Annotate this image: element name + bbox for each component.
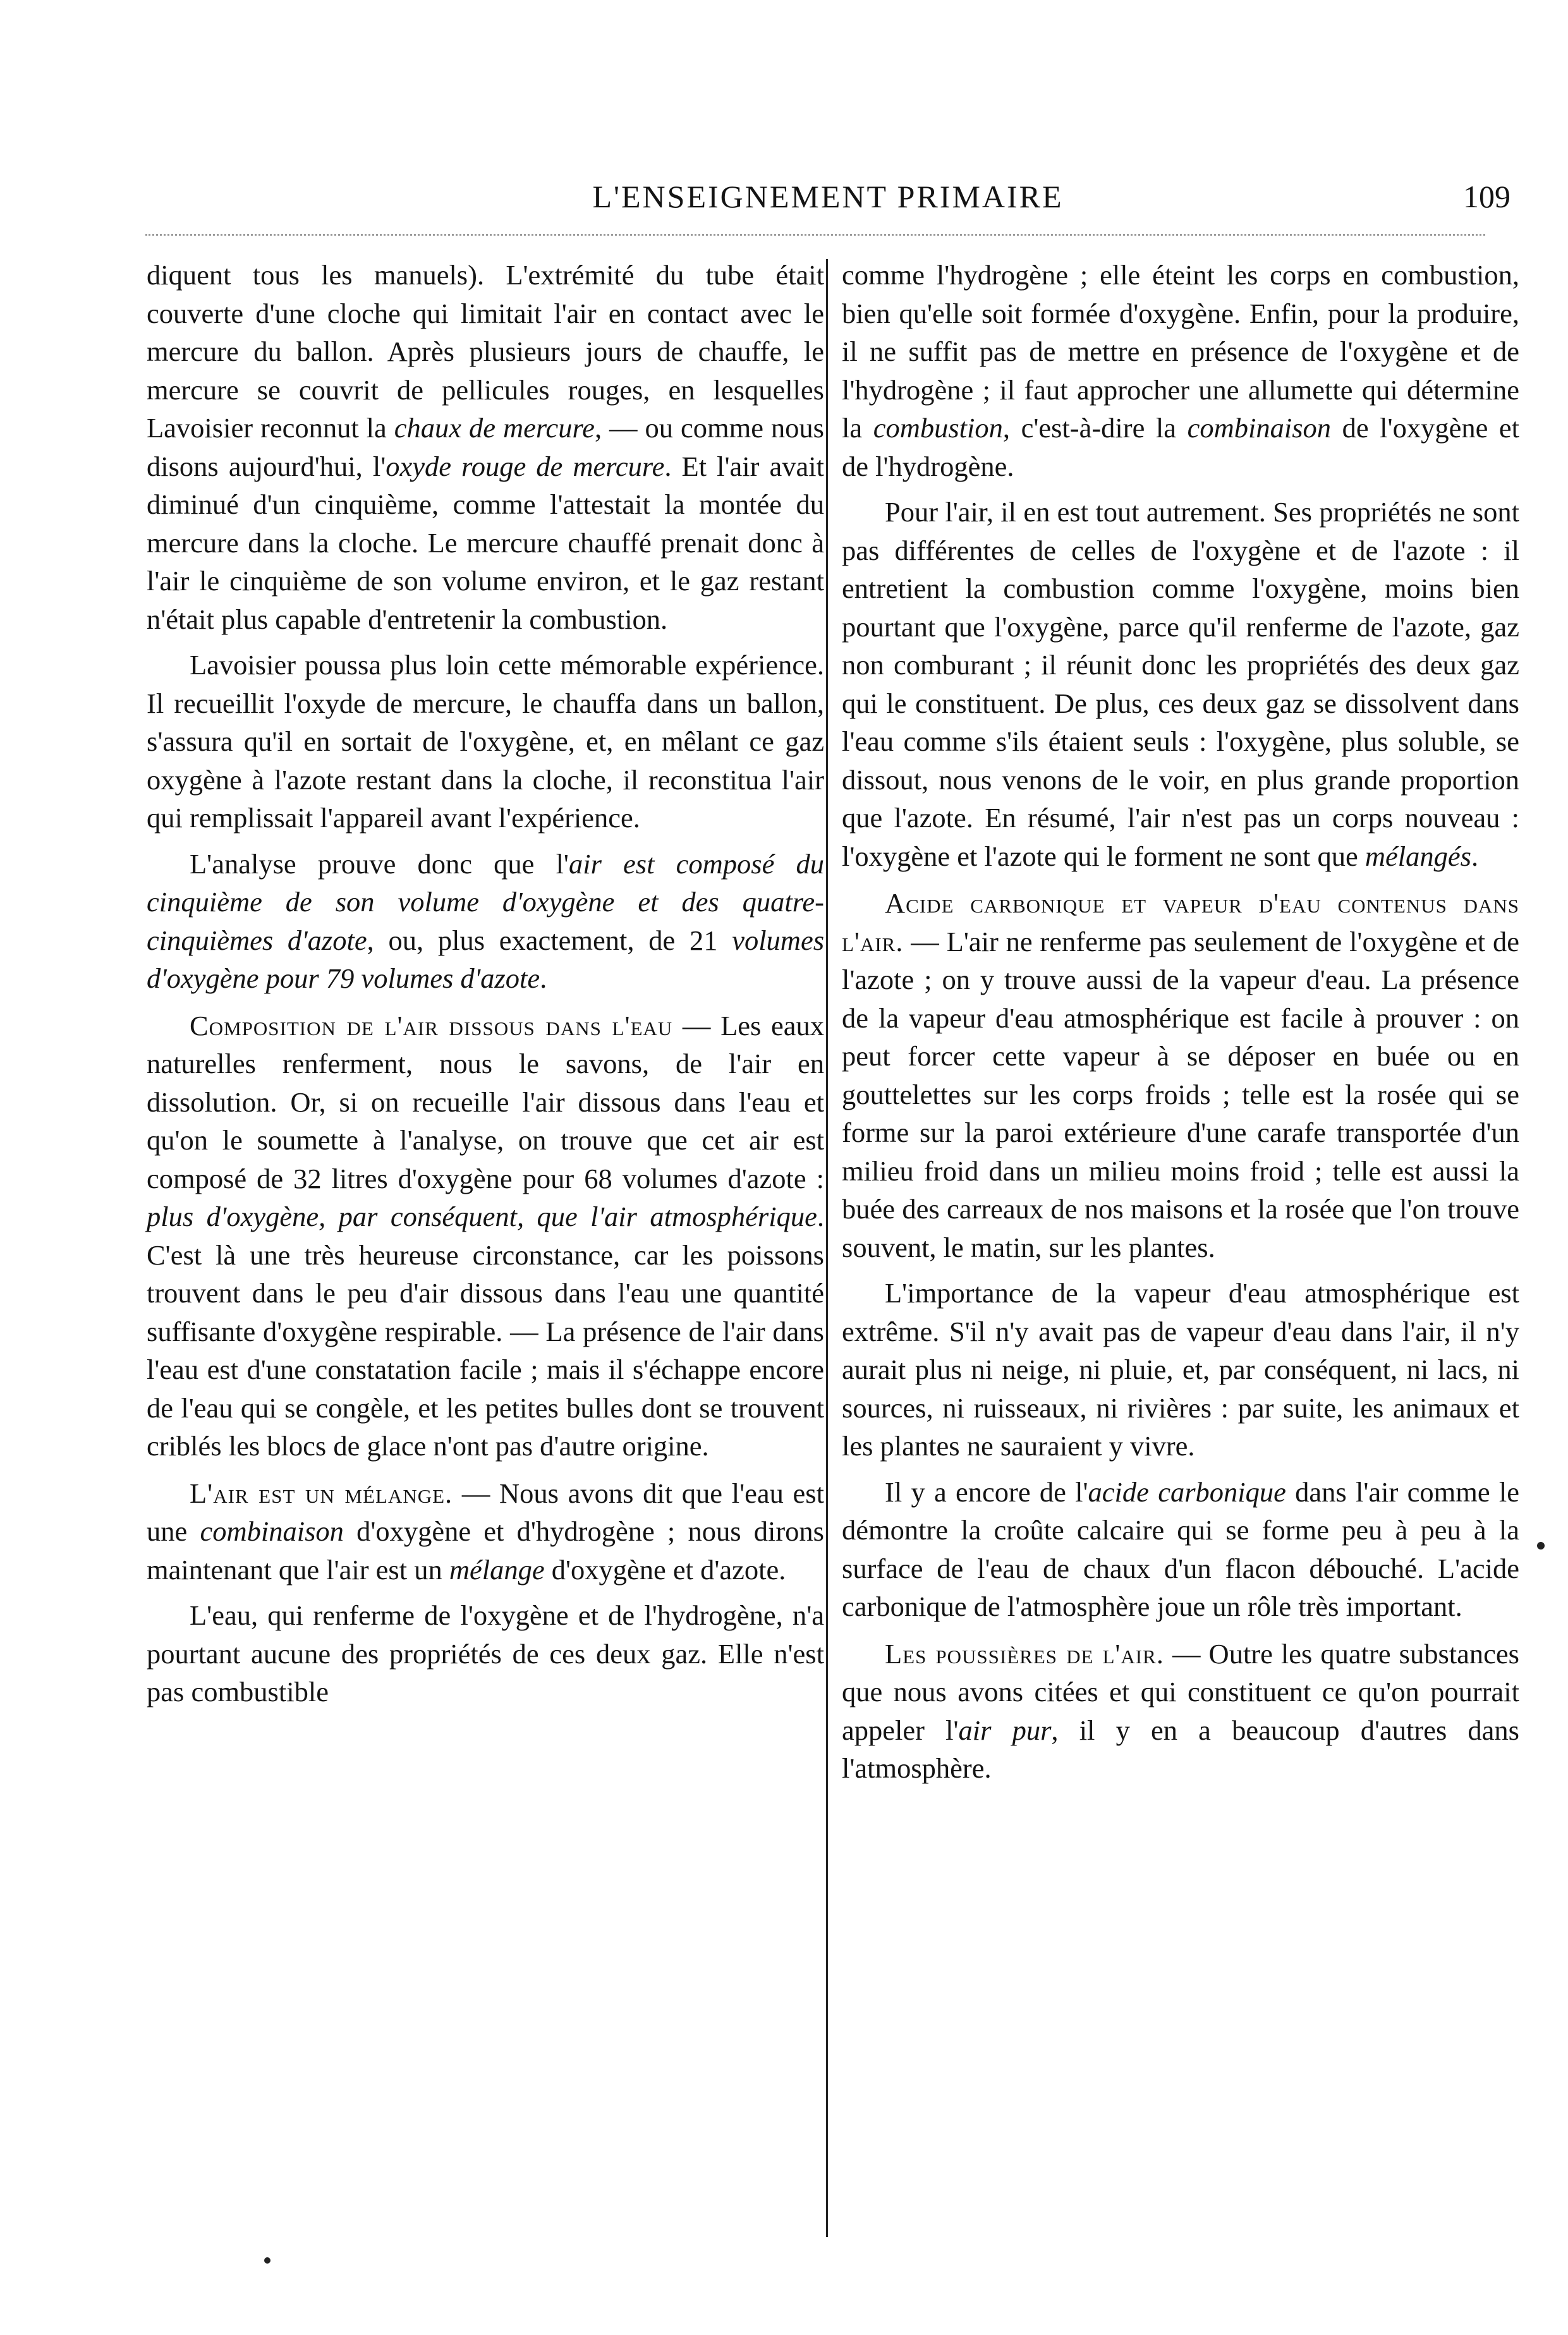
left-column [147, 256, 824, 1719]
paragraph: Pour l'air, il en est tout autrement. Ses propriétés ne sont pas différentes de celles de l'oxygène et de l'azote : il entretient la combustion comme l'oxygène, moins bien pourtant que l'oxygène, parce qu'il renferme de l'azote, gaz non comburant ; il réunit donc les propriétés des deux gaz qui le constituent. De plus, ces deux gaz se dissolvent dans l'eau comme s'ils étaient seuls : l'oxygène, plus soluble, se dissout, nous venons de le voir, en plus grande proportion que l'azote. En résumé, l'air n'est pas un corps nouveau : l'oxygène et l'azote qui le forment ne sont que mélangés. [842, 496, 1519, 872]
paragraph: Lavoisier poussa plus loin cette mémorable expérience. Il recueillit l'oxyde de mercure, le chauffa dans un ballon, s'assura qu'il en sortait de l'oxygène, et, en mêlant ce gaz oxygène à l'azote restant dans la cloche, il reconstitua l'air qui remplissait l'appareil avant l'expérience. [147, 649, 824, 834]
section-title: L'air est un mélange. [190, 1477, 453, 1509]
section-air-dissous: Composition de l'air dissous dans l'eau — Les eaux naturelles renferment, nous le savons, de l'air en dissolution. Or, si on recueille l'air dissous dans l'eau et qu'on le soumette à l'analyse, on trouve que cet air est composé de 32 litres d'oxygène pour 68 volumes d'azote : plus d'oxygène, par conséquent, que l'air atmosphérique. C'est là une très heureuse circonstance, car les poissons trouvent dans le peu d'air dissous dans l'eau une quantité suffisante d'oxygène respirable. — La présence de l'air dans l'eau est d'une constatation facile ; mais il s'échappe encore de l'eau qui se congèle, et les petites bulles dont se trouvent criblés les blocs de glace n'ont pas d'autre origine. [147, 1009, 824, 1462]
column-divider [826, 259, 828, 2237]
paragraph: diquent tous les manuels). L'extrémité du tube était couverte d'une cloche qui limitait l'air en contact avec le mercure du ballon. Après plusieurs jours de chauffe, le mercure se couvrit de pellicules rouges, en lesquelles Lavoisier reconnut la chaux de mercure, — ou comme nous disons aujourd'hui, l'oxyde rouge de mercure. Et l'air avait diminué d'un cinquième, comme l'attestait la montée du mercure dans la cloche. Le mercure chauffé prenait donc à l'air le cinquième de son volume environ, et le gaz restant n'était plus capable d'entretenir la combustion. [147, 259, 824, 635]
section-poussieres: Les poussières de l'air. — Outre les quatre substances que nous avons citées et qui constituent ce qu'on pourrait appeler l'air pur, il y en a beaucoup d'autres dans l'atmosphère. [842, 1637, 1519, 1784]
paragraph: comme l'hydrogène ; elle éteint les corps en combustion, bien qu'elle soit formée d'oxygène. Enfin, pour la produire, il ne suffit pas de mettre en présence de l'oxygène et de l'hydrogène ; il faut approcher une allumette qui détermine la combustion, c'est-à-dire la combinaison de l'oxygène et de l'hydrogène. [842, 259, 1520, 482]
section-title: Composition de l'air dissous dans l'eau [190, 1009, 673, 1041]
right-column [842, 256, 1519, 1795]
paragraph: L'analyse prouve donc que l'air est composé du cinquième de son volume d'oxygène et des quatre-cinquièmes d'azote, ou, plus exactement, de 21 volumes d'oxygène pour 79 volumes d'azote. [147, 847, 825, 994]
print-speck [1537, 1542, 1545, 1550]
section-melange: L'air est un mélange. — Nous avons dit que l'eau est une combinaison d'oxygène et d'hydrogène ; nous dirons maintenant que l'air est un mélange d'oxygène et d'azote. [147, 1477, 824, 1586]
paragraph: L'importance de la vapeur d'eau atmosphérique est extrême. S'il n'y avait pas de vapeur d'eau dans l'air, il n'y aurait plus ni neige, ni pluie, et, par conséquent, ni lacs, ni sources, ni ruisseaux, ni rivières : par suite, les animaux et les plantes ne sauraient y vivre. [842, 1277, 1519, 1462]
section-title: Acide carbonique et vapeur d'eau contenus dans l'air. [842, 887, 1519, 957]
section-title: Les poussières de l'air. [885, 1637, 1164, 1670]
page-header [145, 178, 1510, 222]
paragraph: Il y a encore de l'acide carbonique dans l'air comme le démontre la croûte calcaire qui se forme peu à peu à la surface de l'eau de chaux d'un flacon débouché. L'acide carbonique de l'atmosphère joue un rôle très important. [842, 1476, 1519, 1622]
paragraph: L'eau, qui renferme de l'oxygène et de l'hydrogène, n'a pourtant aucune des propriétés de ces deux gaz. Elle n'est pas combustible [147, 1599, 824, 1707]
running-title: L'ENSEIGNEMENT PRIMAIRE [592, 179, 1064, 214]
section-acide-vapeur: Acide carbonique et vapeur d'eau contenus dans l'air. — L'air ne renferme pas seulement de l'oxygène et de l'azote ; on y trouve aussi de la vapeur d'eau. La présence de la vapeur d'eau atmosphérique est facile à prouver : on peut forcer cette vapeur à se déposer en buée ou en gouttelettes sur les corps froids ; telle est la rosée qui se forme sur la paroi extérieure d'une carafe transportée d'un milieu froid dans un milieu moins froid ; telle est aussi la buée des carreaux de nos maisons et la rosée que l'on trouve souvent, le matin, sur les plantes. [842, 887, 1519, 1263]
header-divider [145, 234, 1485, 236]
print-speck [264, 2257, 270, 2264]
page-number: 109 [1463, 179, 1510, 214]
